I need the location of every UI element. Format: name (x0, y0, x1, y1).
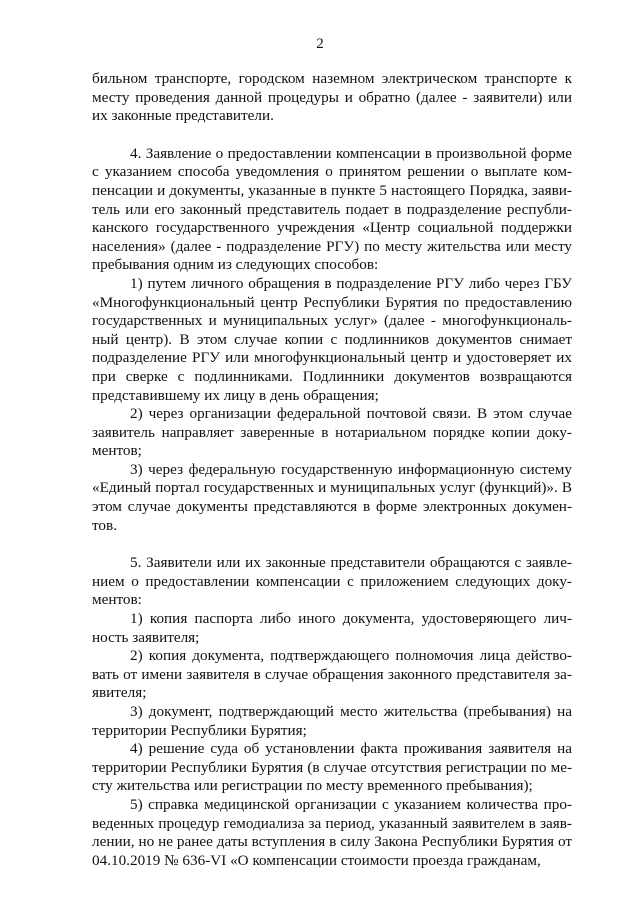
text-line: представившему их лицу в день обращения; (92, 386, 379, 404)
page-number: 2 (316, 36, 324, 52)
text-line: 4. Заявление о предоставлении компенсации в произвольной форме (130, 144, 572, 162)
text-line: нием о предоставлении компенсации с приложением следующих доку- (92, 572, 572, 590)
text-line: населения» (далее - подразделение РГУ) по месту жительства или месту (92, 237, 572, 255)
text-line: 5. Заявители или их законные представители обращаются с заявле- (130, 554, 572, 572)
text-line: 2) через организации федеральной почтовой связи. В этом случае (130, 405, 572, 423)
text-line: явителя; (92, 684, 147, 702)
text-line: вать от имени заявителя в случае обращения законного представителя за- (92, 665, 572, 683)
paragraph (92, 405, 572, 461)
paragraph (92, 461, 572, 535)
text-line: 3) через федеральную государственную информационную систему (130, 460, 572, 478)
text-line: тов. (92, 516, 117, 534)
text-line: ментов; (92, 442, 142, 460)
text-line: 1) копия паспорта либо иного документа, удостоверяющего лич- (130, 610, 572, 628)
paragraph (92, 70, 572, 126)
text-line: месту проведения данной процедуры и обратно (далее - заявители) или (92, 88, 572, 106)
text-line: 2) копия документа, подтверждающего полномочия лица действо- (130, 647, 572, 665)
paragraph (92, 275, 572, 405)
text-line: 3) документ, подтверждающий место жительства (пребывания) на (130, 703, 572, 720)
text-line: 04.10.2019 № 636-VI «О компенсации стоимости проезда гражданам, (92, 851, 541, 869)
text-line: «Единый портал государственных и муниципальных услуг (функций)». В (92, 479, 572, 497)
text-line: при сверке с подлинниками. Подлинники документов возвращаются (92, 367, 572, 385)
text-line: пенсации и документы, указанные в пункте 5 настоящего Порядка, заяви- (92, 181, 572, 199)
text-line: с указанием способа уведомления о принятом решении о выплате ком- (92, 163, 572, 181)
text-line: их законные представители. (92, 107, 274, 125)
text-line: этом случае документы представляются в форме электронных докумен- (92, 498, 572, 516)
text-line: пребывания одним из следующих способов: (92, 256, 379, 274)
paragraph (92, 703, 572, 740)
text-line: ность заявителя; (92, 628, 200, 646)
text-line: сту жительства или регистрации по месту временного пребывания); (92, 777, 533, 795)
paragraph (92, 145, 572, 275)
paragraph (92, 796, 572, 870)
text-line: лении, но не ранее даты вступления в силу Закона Республики Бурятия от (92, 833, 572, 851)
text-line: государственных и муниципальных услуг» (далее - многофункциональ- (92, 312, 572, 330)
document-body (92, 70, 572, 870)
text-line: тель или его законный представитель подает в подразделение республи- (92, 200, 572, 218)
paragraph (92, 740, 572, 796)
text-line: бильном транспорте, городском наземном электрическом транспорте к (92, 70, 572, 87)
text-line: 5) справка медицинской организации с указанием количества про- (130, 795, 572, 813)
text-line: веденных процедур гемодиализа за период, указанный заявителем в заяв- (92, 814, 572, 832)
text-line: ный центр). В этом случае копии с подлинников документов снимает (92, 330, 572, 348)
paragraph-gap (92, 535, 572, 554)
text-line: канского государственного учреждения «Центр социальной поддержки (92, 219, 572, 237)
text-line: 1) путем личного обращения в подразделение РГУ либо через ГБУ (130, 274, 572, 292)
text-line: 4) решение суда об установлении факта проживания заявителя на (130, 740, 572, 758)
text-line: территории Республики Бурятия; (92, 721, 307, 739)
text-line: территории Республики Бурятия (в случае отсутствия регистрации по ме- (92, 758, 572, 776)
paragraph (92, 647, 572, 703)
text-line: подразделение РГУ или многофункциональный центр и удостоверяет их (92, 349, 572, 367)
paragraph (92, 554, 572, 610)
paragraph-gap (92, 126, 572, 145)
text-line: «Многофункциональный центр Республики Бурятия по предоставлению (92, 293, 572, 311)
text-line: заявитель направляет заверенные в нотариальном порядке копии доку- (92, 423, 572, 441)
paragraph (92, 610, 572, 647)
text-line: ментов: (92, 591, 142, 609)
